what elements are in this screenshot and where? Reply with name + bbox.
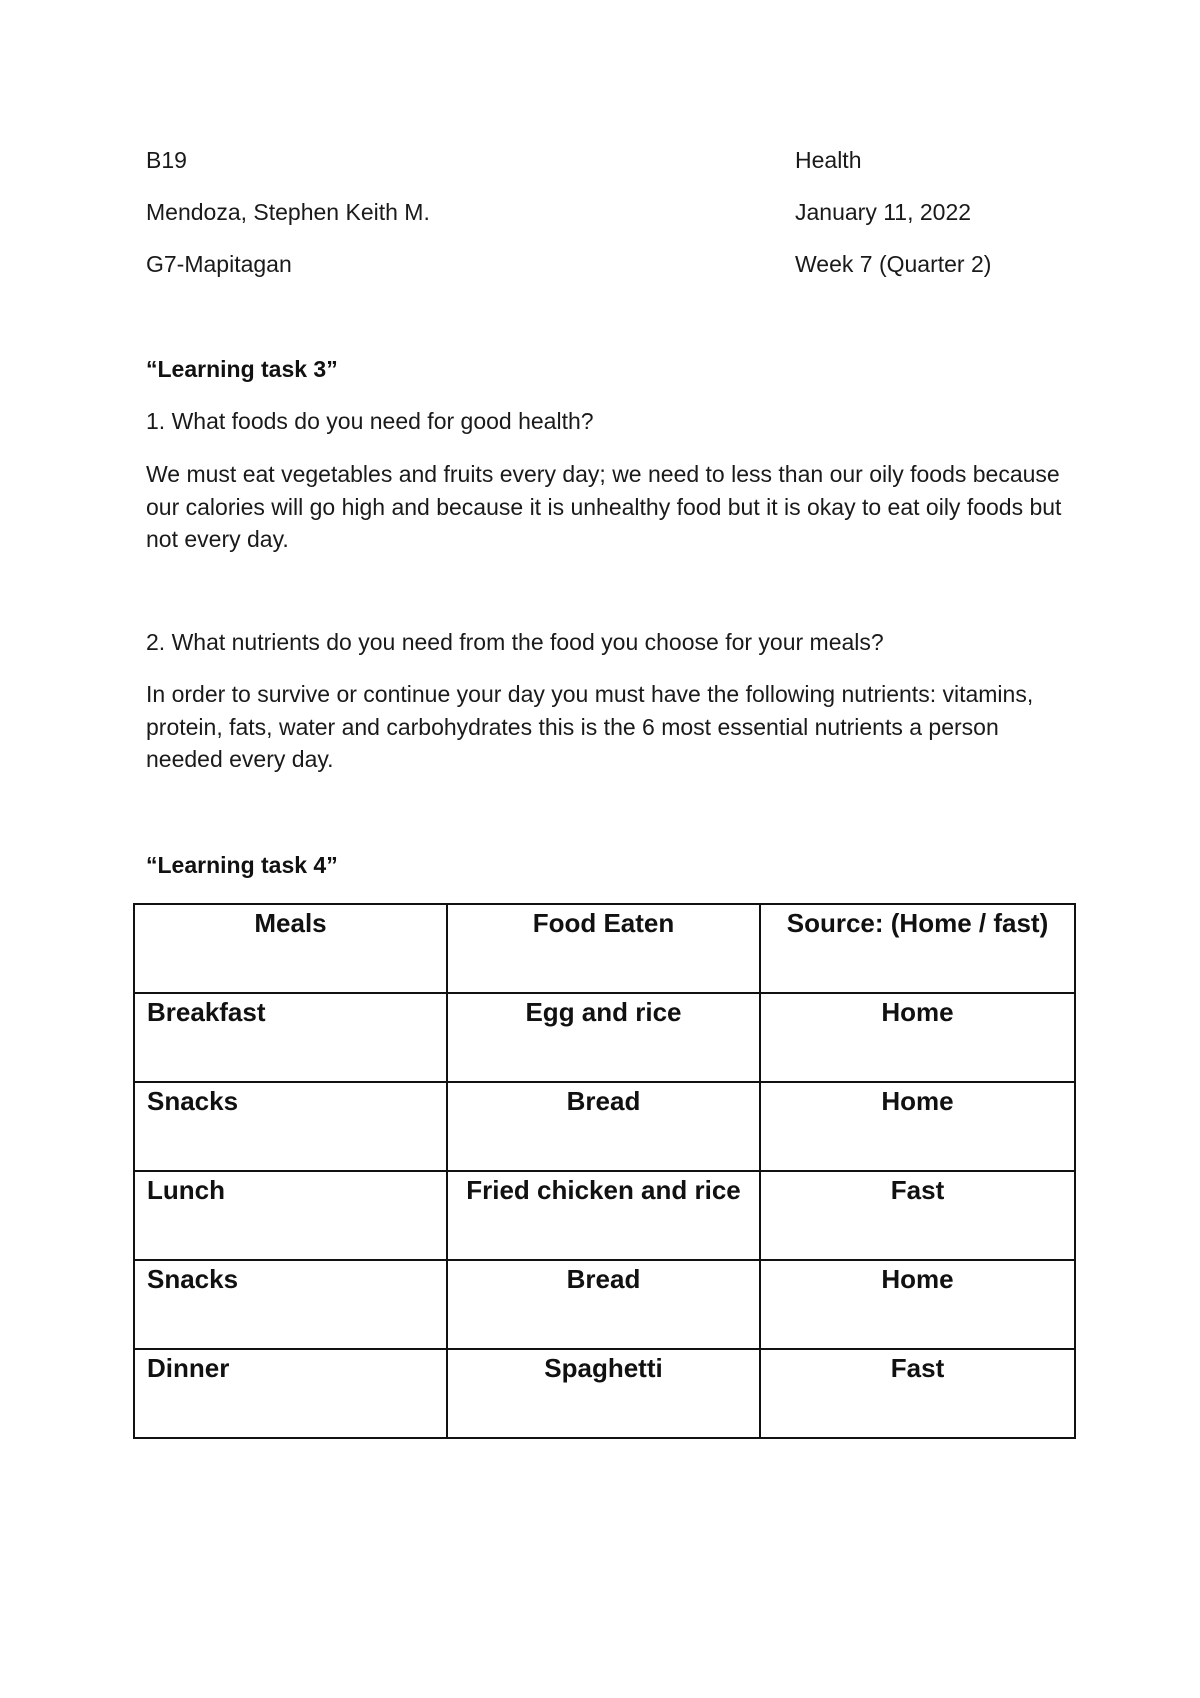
- task3-question-2: 2. What nutrients do you need from the food you choose for your meals?: [146, 629, 884, 655]
- table-row: [134, 1171, 1075, 1260]
- source-cell: Fast: [760, 1349, 1075, 1438]
- meal-cell: Breakfast: [134, 993, 447, 1082]
- week-label: Week 7 (Quarter 2): [795, 251, 992, 277]
- food-cell: Bread: [447, 1260, 760, 1349]
- food-cell: Fried chicken and rice: [447, 1171, 760, 1260]
- task3-answer-1: We must eat vegetables and fruits every day; we need to less than our oily foods because our calories will go high and because it is unhealthy food but it is okay to eat oily foods but not every day.: [146, 461, 1062, 552]
- table-row: [134, 993, 1075, 1082]
- meal-cell: Snacks: [134, 1260, 447, 1349]
- source-cell: Home: [760, 1260, 1075, 1349]
- table-row: [134, 1082, 1075, 1171]
- header-food-eaten: Food Eaten: [447, 904, 760, 993]
- document-date: January 11, 2022: [795, 199, 972, 225]
- header-meals: Meals: [134, 904, 447, 993]
- subject-label: Health: [795, 147, 862, 173]
- header-source: Source: (Home / fast): [760, 904, 1075, 993]
- task4-title: “Learning task 4”: [146, 852, 338, 878]
- task3-title: “Learning task 3”: [146, 356, 338, 382]
- table-row: [134, 1349, 1075, 1438]
- food-cell: Egg and rice: [447, 993, 760, 1082]
- meal-cell: Lunch: [134, 1171, 447, 1260]
- task3-answer-2: In order to survive or continue your day you must have the following nutrients: vitamins, protein, fats, water and carbohydrates this is the 6 most essential nutrients a person needed every day.: [146, 681, 1034, 772]
- source-cell: Fast: [760, 1171, 1075, 1260]
- student-name: Mendoza, Stephen Keith M.: [146, 199, 430, 225]
- food-cell: Bread: [447, 1082, 760, 1171]
- source-cell: Home: [760, 993, 1075, 1082]
- student-section: G7-Mapitagan: [146, 251, 292, 277]
- food-cell: Spaghetti: [447, 1349, 760, 1438]
- meal-cell: Dinner: [134, 1349, 447, 1438]
- source-cell: Home: [760, 1082, 1075, 1171]
- student-code: B19: [146, 147, 187, 173]
- task3-question-1: 1. What foods do you need for good health?: [146, 408, 594, 434]
- meal-cell: Snacks: [134, 1082, 447, 1171]
- table-row: [134, 1260, 1075, 1349]
- meals-table: [133, 903, 1076, 1439]
- table-header-row: [134, 904, 1075, 993]
